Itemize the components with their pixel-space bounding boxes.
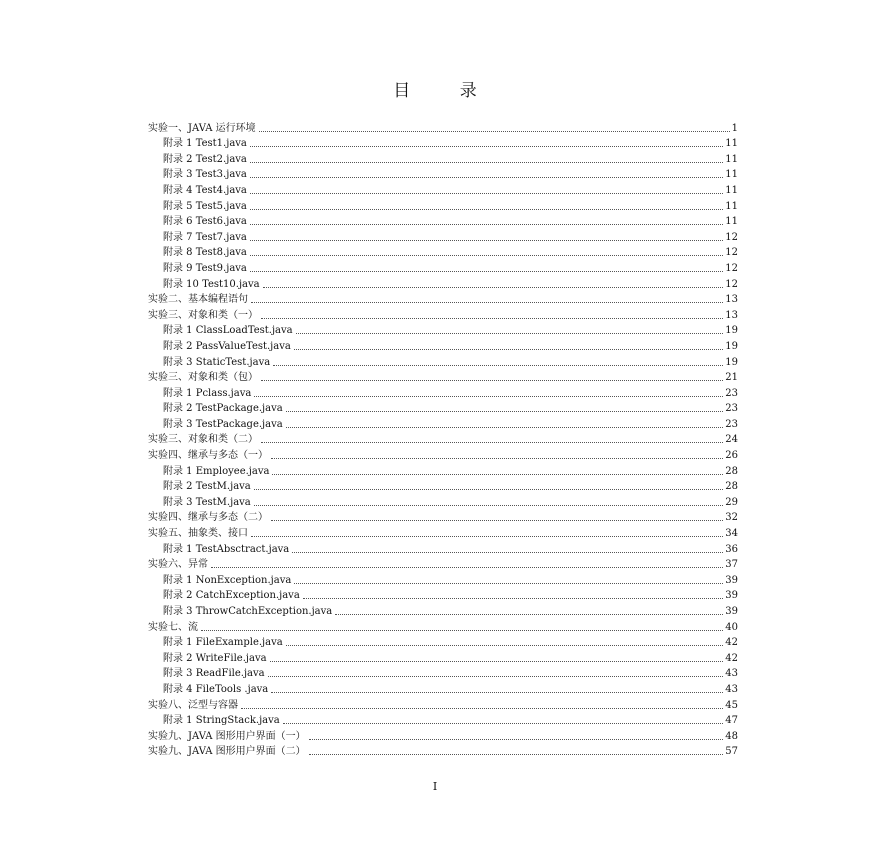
dot-leader [303,598,723,599]
toc-subentry[interactable] [148,493,738,509]
dot-leader [250,177,723,178]
dot-leader [254,489,723,490]
dot-leader [254,396,723,397]
toc-entry-page: 42 [725,652,738,664]
toc-entry[interactable] [148,509,738,525]
dot-leader [272,474,723,475]
toc-entry-label: 附录 4 FileTools .java [163,683,269,695]
dot-leader [286,411,724,412]
toc-entry-label: 附录 2 WriteFile.java [163,652,267,664]
toc-entry-label: 实验四、继承与多态（一） [148,450,268,462]
toc-entry[interactable] [148,369,738,385]
toc-entry-page: 19 [725,340,738,352]
toc-entry-label: 附录 2 PassValueTest.java [163,340,291,352]
dot-leader [271,520,723,521]
toc-entry-label: 附录 5 Test5.java [163,200,247,212]
toc-entry-page: 26 [725,450,738,462]
toc-entry-page: 43 [725,668,738,680]
toc-subentry[interactable] [148,665,738,681]
toc-entry-page: 23 [725,418,738,430]
toc-entry-label: 附录 1 Test1.java [163,138,247,150]
dot-leader [251,536,723,537]
toc-entry-label: 附录 3 StaticTest.java [163,356,271,368]
toc-entry-page: 24 [725,434,738,446]
dot-leader [292,552,723,553]
toc-entry-label: 附录 1 StringStack.java [163,715,280,727]
toc-entry-page: 13 [725,309,738,321]
dot-leader [259,131,730,132]
toc-entry-label: 实验五、抽象类、接口 [148,528,248,540]
toc-entry-label: 实验八、泛型与容器 [148,699,238,711]
toc-entry-label: 实验四、继承与多态（二） [148,512,268,524]
toc-subentry[interactable] [148,400,738,416]
dot-leader [261,380,723,381]
toc-entry-page: 32 [725,512,738,524]
dot-leader [250,162,723,163]
toc-entry-label: 附录 3 TestPackage.java [163,418,283,430]
dot-leader [286,645,724,646]
toc-subentry[interactable] [148,135,738,151]
toc-entry-label: 附录 9 Test9.java [163,262,247,274]
toc-entry-page: 39 [725,574,738,586]
toc-entry[interactable] [148,618,738,634]
toc-entry-page: 28 [725,481,738,493]
toc-subentry[interactable] [148,213,738,229]
dot-leader [286,427,724,428]
toc-entry-page: 11 [725,153,738,165]
toc-entry-label: 附录 4 Test4.java [163,184,247,196]
toc-entry-page: 11 [725,216,738,228]
toc-entry[interactable] [148,696,738,712]
toc-entry-label: 附录 1 Employee.java [163,465,270,477]
toc-entry-page: 36 [725,543,738,555]
toc-entry-page: 29 [725,496,738,508]
toc-entry[interactable] [148,291,738,307]
toc-entry-page: 19 [725,325,738,337]
toc-entry-page: 34 [725,528,738,540]
toc-entry-page: 13 [725,294,738,306]
dot-leader [309,739,724,740]
toc-entry-page: 1 [731,122,738,134]
toc-entry-page: 39 [725,606,738,617]
toc-subentry[interactable] [148,275,738,291]
toc-subentry[interactable] [148,462,738,478]
toc-subentry[interactable] [148,680,738,696]
toc-entry-page: 48 [725,730,738,742]
toc-entry-label: 实验六、异常 [148,559,208,571]
toc-entry[interactable] [148,446,738,462]
toc-entry-label: 附录 1 FileExample.java [163,637,283,649]
toc-entry-page: 12 [725,278,738,290]
toc-entry-page: 12 [725,262,738,274]
toc-entry[interactable] [148,306,738,322]
toc-subentry[interactable] [148,649,738,665]
toc-entry-page: 37 [725,559,738,571]
toc-entry-label: 附录 1 NonException.java [163,574,292,586]
toc-entry-label: 附录 2 CatchException.java [163,590,300,602]
toc-entry-label: 实验三、对象和类（一） [148,309,258,321]
dot-leader [250,209,723,210]
dot-leader [251,302,723,303]
toc-subentry[interactable] [148,415,738,431]
dot-leader [261,318,723,319]
toc-entry-label: 实验一、JAVA 运行环境 [148,122,256,134]
dot-leader [294,349,723,350]
toc-entry[interactable] [148,743,738,759]
toc-entry-label: 附录 1 TestAbsctract.java [163,543,290,555]
dot-leader [250,224,723,225]
toc-entry-page: 28 [725,465,738,477]
toc-entry-page: 23 [725,403,738,415]
toc-entry-page: 47 [725,715,738,727]
toc-entry-label: 实验九、JAVA 图形用户界面（二） [148,746,306,758]
toc-entry-label: 附录 7 Test7.java [163,231,247,243]
dot-leader [296,333,724,334]
toc-subentry[interactable] [148,181,738,197]
toc-entry-label: 附录 1 Pclass.java [163,387,252,399]
toc-entry-page: 43 [725,683,738,695]
dot-leader [294,583,723,584]
toc-entry-page: 19 [725,356,738,368]
toc-entry-label: 附录 3 ThrowCatchException.java [163,606,333,617]
toc-subentry[interactable] [148,197,738,213]
toc-subentry[interactable] [148,384,738,400]
toc-entry[interactable] [148,431,738,447]
toc-entry-label: 实验三、对象和类（二） [148,434,258,446]
dot-leader [250,271,723,272]
toc-subentry[interactable] [148,322,738,338]
toc-entry[interactable] [148,119,738,135]
dot-leader [335,614,723,615]
dot-leader [309,754,724,755]
dot-leader [261,442,723,443]
toc-entry-page: 23 [725,387,738,399]
toc-entry-page: 40 [725,621,738,633]
toc-subentry[interactable] [148,571,738,587]
toc-entry-page: 57 [725,746,738,758]
page-number: I [432,780,438,793]
toc-subentry[interactable] [148,712,738,728]
toc-subentry[interactable] [148,540,738,556]
toc-subentry[interactable] [148,634,738,650]
toc-entry-label: 附录 6 Test6.java [163,216,247,228]
toc-entry-page: 12 [725,231,738,243]
toc-subentry[interactable] [148,602,738,618]
toc-subentry[interactable] [148,166,738,182]
toc-entry-page: 11 [725,138,738,150]
dot-leader [283,723,724,724]
dot-leader [263,287,724,288]
toc-entry-label: 实验九、JAVA 图形用户界面（一） [148,730,306,742]
toc-subentry[interactable] [148,353,738,369]
toc-subentry[interactable] [148,587,738,603]
toc-subentry[interactable] [148,259,738,275]
toc-entry-page: 21 [725,372,738,384]
toc-subentry[interactable] [148,228,738,244]
dot-leader [250,240,723,241]
page-title: 目 录 [393,81,499,101]
toc-entry-label: 附录 8 Test8.java [163,247,247,259]
toc-entry[interactable] [148,727,738,743]
toc-entry-label: 实验三、对象和类（包） [148,372,258,384]
toc-entry-page: 11 [725,200,738,212]
toc-subentry[interactable] [148,244,738,260]
toc-subentry[interactable] [148,337,738,353]
toc-entry-label: 附录 10 Test10.java [163,278,260,290]
dot-leader [250,255,723,256]
toc-entry-label: 实验二、基本编程语句 [148,294,248,306]
toc-entry-label: 附录 2 TestM.java [163,481,251,493]
dot-leader [273,365,723,366]
dot-leader [270,661,724,662]
toc-entry-label: 附录 3 Test3.java [163,169,247,181]
dot-leader [250,193,723,194]
toc-entry-label: 附录 3 ReadFile.java [163,668,265,680]
toc-entry-page: 12 [725,247,738,259]
toc-entry[interactable] [148,524,738,540]
toc-entry-label: 附录 2 Test2.java [163,153,247,165]
table-of-contents [148,119,738,758]
dot-leader [250,146,723,147]
dot-leader [268,676,724,677]
toc-entry-label: 实验七、流 [148,621,198,633]
toc-entry-page: 11 [725,169,738,181]
dot-leader [241,708,723,709]
toc-entry-label: 附录 1 ClassLoadTest.java [163,325,293,337]
toc-entry-page: 11 [725,184,738,196]
toc-entry-page: 42 [725,637,738,649]
toc-subentry[interactable] [148,478,738,494]
dot-leader [201,630,723,631]
toc-entry-label: 附录 2 TestPackage.java [163,403,283,415]
toc-entry-page: 45 [725,699,738,711]
toc-entry[interactable] [148,556,738,572]
toc-entry-label: 附录 3 TestM.java [163,496,251,508]
dot-leader [254,505,723,506]
toc-entry-page: 39 [725,590,738,602]
dot-leader [211,567,723,568]
toc-subentry[interactable] [148,150,738,166]
dot-leader [271,692,723,693]
dot-leader [271,458,723,459]
